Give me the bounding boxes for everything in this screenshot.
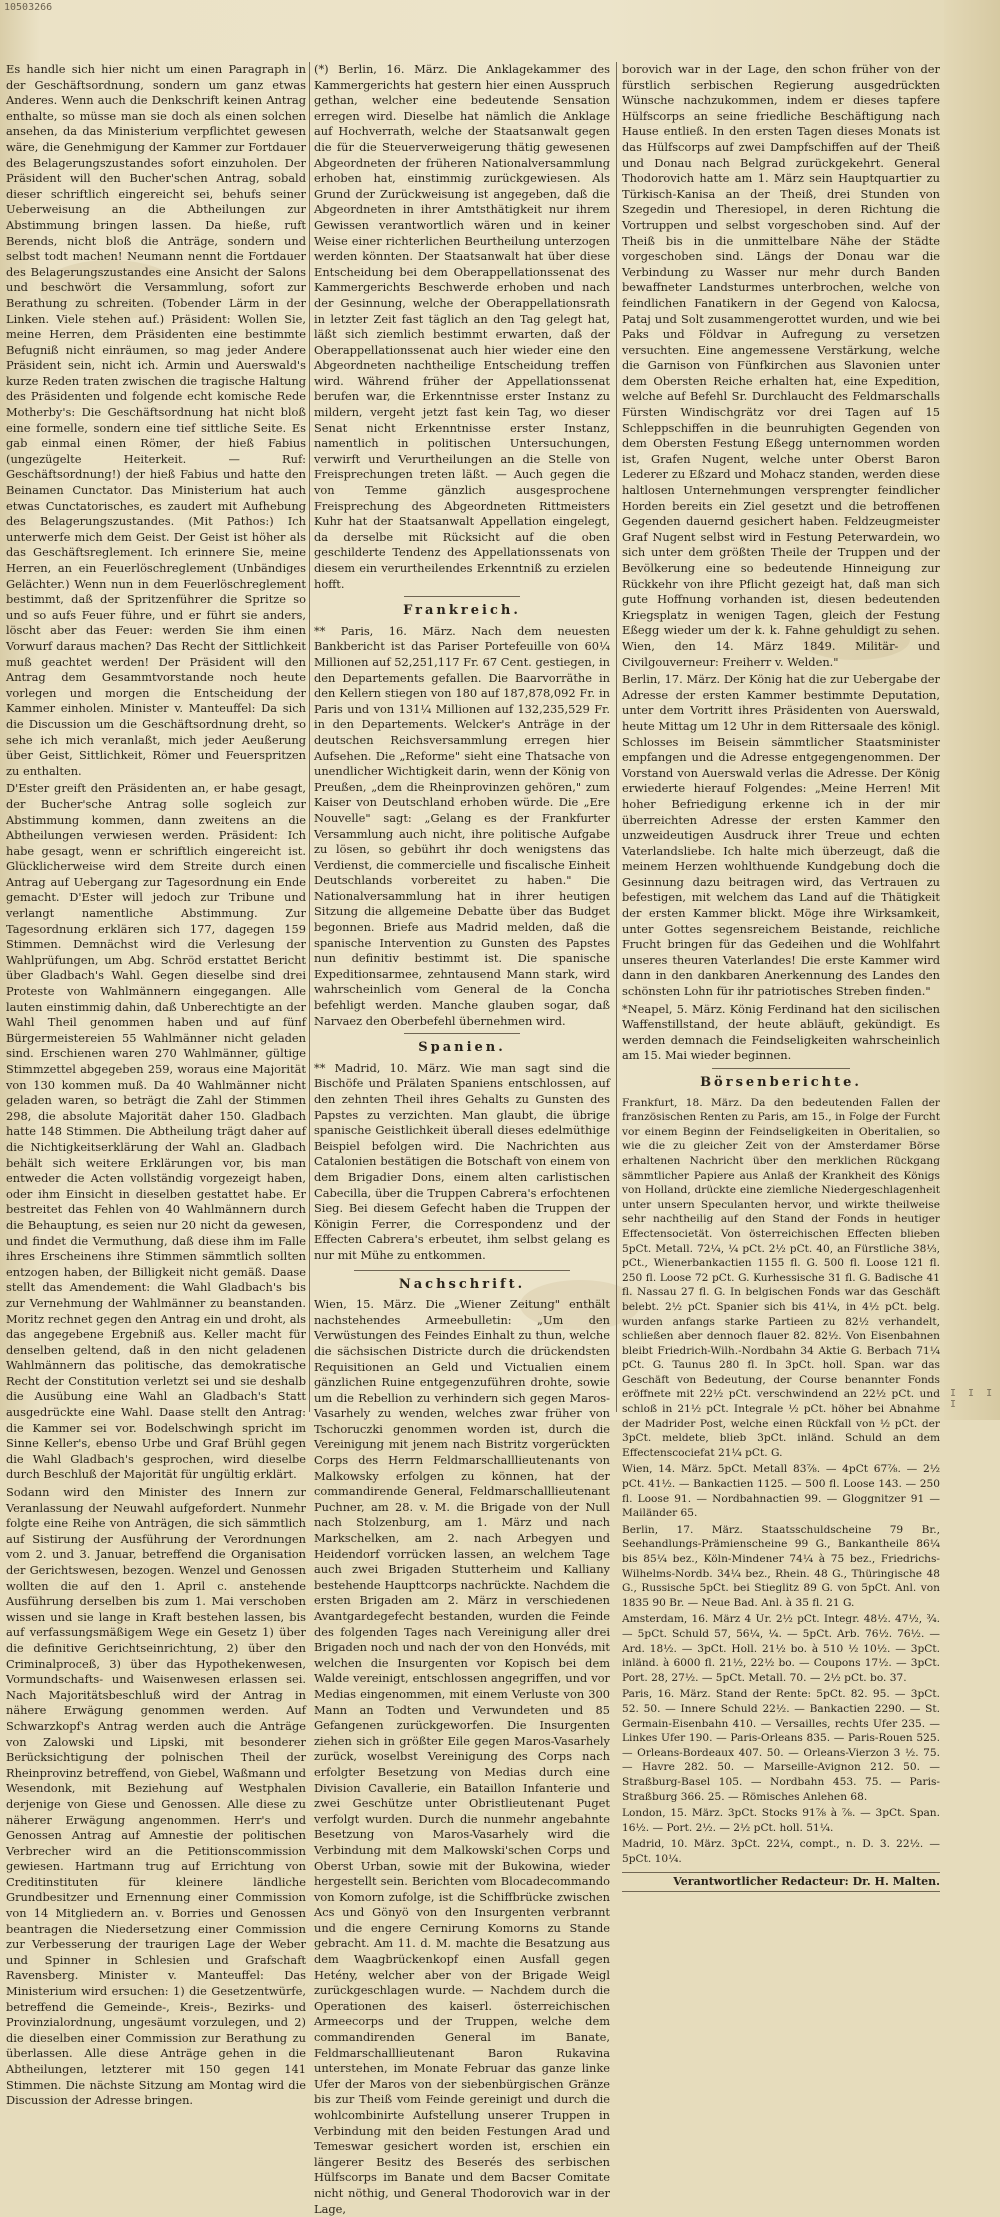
market-report: Amsterdam, 16. März 4 Ur. 2½ pCt. Integr. 48½. 47½, ¾. — 5pCt. Schuld 57, 56¼, ¼. — 5pCt. Arb. 76½. 76½. — Ard. 18½. — 3pCt. Holl. 21½ bo. à 510 ½ 10½. — 3pCt. inländ. à 6000 fl. 21½, 22½ bo. — Coupons 17½. — 3pCt. Port. 28, 27½. — 5pCt. Metall. 70. — 2½ pCt. bo. 37. — [622, 1613, 940, 1684]
article-paragraph: borovich war in der Lage, den schon früher von der fürstlich serbischen Regierung ausgedrückten Wünsche nachzukommen, indem er dieses tapfere Hülfscorps an seine friedliche Beschäftigung nach Hause entließ. In den ersten Tagen dieses Monats ist das Hülfscorps auf zwei Dampfschiffen auf der Theiß und Donau nach Belgrad zurückgekehrt. General Thodorovich hatte am 1. März sein Hauptquartier zu Türkisch-Kanisa an der Theiß, drei Stunden von Szegedin und Theresiopel, in deren Richtung die Vortruppen und selbst vorgeschoben sind. Auf der Theiß bis in die unmittelbare Nähe der Städte vorgeschoben sind. Längs der Donau war die Verbindung zu Wasser nur mehr durch Banden bewaffneter Landsturmes unterbrochen, welche von feindlichen Fanatikern in der Gegend von Kalocsa, Pataj und Solt zusammengerottet wurden, und wie bei Paks und Földvar in Aufregung zu versetzen versuchten. Eine angemessene Verstärkung, welche die Garnison von Fünfkirchen aus Slavonien unter dem Obersten Reiche erhalten hat, eine Expedition, welche auf Befehl Sr. Durchlaucht des Feldmarschalls Fürsten Windischgrätz vor drei Tagen auf 15 Schleppschiffen in die beunruhigten Gegenden von dem Obersten Festung Eßegg unternommen worden ist, Grafen Nugent, welche unter Oberst Baron Lederer zu Eßzard und Mohacz standen, werden diese haltlosen Unternehmungen versprengter feindlicher Horden bereits ein Ziel gesetzt und die betroffenen Gegenden dauernd gesichert haben. Feldzeugmeister Graf Nugent selbst wird in Festung Peterwardein, wo sich unter dem größten Theile der Truppen und der Bevölkerung eine so bedeutende Hinneigung zur Rückkehr von ihre Pflicht gezeigt hat, daß man sich gute Hoffnung vorhanden ist, diesen bedeutenden Kriegsplatz in wenigen Tagen, gleich der Festung Eßegg wieder um der k. k. Fahne gehuldigt zu sehen. Wien, den 14. März 1849. Militär- und Civilgouverneur: Freiherr v. Welden." — [622, 62, 940, 669]
article-paragraph: Berlin, 17. März. Der König hat die zur Uebergabe der Adresse der ersten Kammer bestimmte Deputation, unter dem Vortritt ihres Präsidenten von Auerswald, heute Mittag um 12 Uhr in dem Rittersaale des königl. Schlosses im Beisein sämmtlicher Staatsminister empfangen und die Adresse entgegengenommen. Der Vorstand von Auerswald verlas die Adresse. Der König erwiederte hierauf Folgendes: „Meine Herren! Mit hoher Befriedigung erkenne ich in der mir überreichten Adresse der ersten Kammer den unzweideutigen Ausdruck ihrer Treue und echten Vaterlandsliebe. Ich halte mich überzeugt, daß die meinem Herzen wohlthuende Kundgebung doch die Gesinnung dazu beitragen wird, das Vertrauen zu befestigen, mit welchem das Land auf die Thätigkeit der ersten Kammer blickt. Möge ihre Wirksamkeit, unter Gottes segensreichem Beistande, reichliche Frucht bringen für das Gedeihen und die Wohlfahrt unseres theuren Vaterlandes! Die erste Kammer wird dann in den dankbaren Anerkennung des Landes den schönsten Lohn für ihr patriotisches Streben finden." — [622, 672, 940, 999]
article-paragraph: *Neapel, 5. März. König Ferdinand hat den sicilischen Waffenstillstand, der heute abläuft, gekündigt. Es werden demnach die Feindseligkeiten wahrscheinlich am 15. Mai wieder beginnen. — [622, 1001, 940, 1063]
market-report: Madrid, 10. März. 3pCt. 22¼, compt., n. D. 3. 22½. — 5pCt. 10¼. — [622, 1838, 940, 1865]
page-edge — [944, 0, 1000, 1420]
article-paragraph: Es handle sich hier nicht um einen Paragraph in der Geschäftsordnung, sondern um ganz etwas Anderes. Wenn auch die Denkschrift keinen Antrag enthalte, so müsse man sie doch als einen solchen ansehen, da das Ministerium verpflichtet gewesen wäre, die Genehmigung der Kammer zur Fortdauer des Belagerungszustandes sofort einzuholen. Der Präsident will den Bucher'schen Antrag, sobald dieser schriftlich eingereicht sei, behufs seiner Ueberweisung an die Abtheilungen zur Abstimmung bringen lassen. Da hieße, ruft Berends, nicht bloß die Anträge, sondern und selbst todt machen! Neumann nennt die Fortdauer des Belagerungszustandes eine Ansicht der Salons und beschwört die Versammlung, sofort zur Berathung zu schreiten. (Tobender Lärm in der Linken. Viele stehen auf.) Präsident: Wollen Sie, meine Herren, dem Präsidenten eine bestimmte Befugniß nicht einräumen, so mag jeder Andere Präsident sein, nicht ich. Armin und Auerswald's kurze Reden traten zwischen die tragische Haltung des Präsidenten und folgende echt komische Rede Motherby's: Die Geschäftsordnung hat nicht bloß eine formelle, sondern eine tief sittliche Seite. Es gab einmal einen Römer, der hieß Fabius (ungezügelte Heiterkeit. — Ruf: Geschäftsordnung!) der hieß Fabius und hatte den Beinamen Cunctator. Das Ministerium hat auch etwas Cunctatorisches, es zaudert mit Aufhebung des Belagerungszustandes. (Mit Pathos:) Ich unterwerfe mich dem Geist. Der Geist ist höher als das Geschäftsreglement. Ich erinnere Sie, meine Herren, an ein Feuerlöschreglement (Unbändiges Gelächter.) Wenn nun in dem Feuerlöschreglement bestimmt, daß der Spritzenführer die Spritze so und so aufs Feuer führe, und er führt sie anders, löscht aber das Feuer: werden Sie ihm einen Vorwurf daraus machen? Das Recht der Sittlichkeit muß geachtet werden! Der Präsident will den Antrag dem Gesammtvorstande noch heute vorlegen und morgen die Entscheidung der Kammer einholen. Minister v. Manteuffel: Da sich die Discussion um die Geschäftsordnung dreht, so sehe ich mich veranlaßt, mich jeder Aeußerung über Geist, Sittlichkeit, Römer und Feuerspritzen zu enthalten. — [6, 62, 306, 778]
column-1 — [6, 62, 306, 2108]
section-heading-nachschrift: Nachschrift. — [398, 1276, 526, 1292]
article-paragraph: D'Ester greift den Präsidenten an, er habe gesagt, der Bucher'sche Antrag solle sogleich zur Abstimmung kommen, dann zweitens an die Abtheilungen verwiesen werden. Präsident: Ich habe gesagt, wenn er schriftlich eingereicht ist. Glücklicherweise wird dem Streite durch einen Antrag auf Uebergang zur Tagesordnung ein Ende gemacht. D'Ester will jedoch zur Tribune und verlangt namentliche Abstimmung. Zur Tagesordnung erklären sich 177, dagegen 159 Stimmen. Demnächst wird die Verlesung der Wahlprüfungen, um Abg. Schröd erstattet Bericht über Gladbach's Wahl. Gegen dieselbe sind drei Proteste von Wahlmännern eingegangen. Alle lauten einstimmig dahin, daß Unberechtigte an der Wahl Theil genommen haben und auf fünf Bürgermeistereien 55 Wahlmänner nicht geladen sind. Erschienen waren 270 Wahlmänner, gültige Stimmzettel abgegeben 259, woraus eine Majorität von 130 kommen muß. Da 40 Wahlmänner nicht geladen waren, so beträgt die Zahl der Stimmen 298, die absolute Majorität daher 150. Gladbach hatte 148 Stimmen. Die Abtheilung trägt daher auf die Nichtigkeitserklärung der Wahl an. Gladbach behält sich weitere Erklärungen vor, bis man entweder die Acten vollständig vorgezeigt haben, oder ihm Einsicht in dieselben gestattet habe. Er bestreitet das Fehlen von 40 Wahlmännern durch die Behauptung, es seien nur 20 nicht da gewesen, und findet die Vermuthung, daß diese ihm im Falle ihres Erscheinens ihre Stimmen sämmtlich sollten entzogen haben, der Billigkeit nicht gemäß. Daase stellt das Amendement: die Wahl Gladbach's bis zur Vernehmung der Wahlmänner zu beanstanden. Moritz rechnet gegen den Antrag ein und droht, als das angegebene Ergebniß aus. Keller macht für denselben geltend, daß in den nicht geladenen Wahlmännern das politische, das demokratische Recht der Constitution verletzt sei und sie deshalb die Ausübung eine Wahl an Gladbach's Statt ausgedrückte eine Wahl. Daase stellt den Antrag: die Kammer sei vor. Bodelschwingh spricht im Sinne Keller's, ebenso Urbe und Graf Brühl gegen die Wahl Gladbach's gesprochen, wird dieselbe durch Beschluß der Majorität für ungültig erklärt. — [6, 781, 306, 1482]
section-heading-boersenberichte: Börsenberichte. — [700, 1075, 862, 1090]
edge-mark: I I I I — [950, 1388, 996, 1410]
market-report: Berlin, 17. März. Staatsschuldscheine 79 Br., Seehandlungs-Prämienscheine 99 G., Bankantheile 86¼ bis 85¼ bez., Köln-Mindener 74¼ à 75 bez., Friedrichs-Wilhelms-Nordb. 34¼ bez., Rhein. 48 G., Thüringische 48 G., Russische 5pCt. bei Stieglitz 89 G. von 5pCt. Anl. von 1835 90 Br. — Neue Bad. Anl. à 35 fl. 21 G. — [622, 1523, 940, 1609]
column-2 — [314, 62, 610, 2216]
divider — [712, 1068, 850, 1069]
article-paragraph: Wien, 15. März. Die „Wiener Zeitung" enthält nachstehendes Armeebulletin: „Um den Verwüstungen des Feindes Einhalt zu thun, welche die sächsischen Districte durch die drückendsten Requisitionen an Geld und Victualien einem gänzlichen Ruine entgegenzuführen drohte, sowie um die Rebellion zu verhindern sich gegen Maros-Vasarhely zu wenden, welches zwar früher von Tschoruczki genommen worden ist, durch die Vereinigung mit jenem nach Bistritz vorgerückten Corps des Herrn Feldmarschalllieutenants von Malkowsky erfolgen zu können, hat der commandirende General, Feldmarschalllieutenant Puchner, am 28. v. M. die Brigade von der Null nach Stolzenburg, am 1. März und nach Markschelken, am 2. nach Arbegyen und Heidendorf vorrücken lassen, an welchem Tage auch zwei Brigaden Stutterheim und Kalliany bestehende Haupttcorps nachrückte. Nachdem die ersten Brigaden am 2. März in verschiedenen Avantgardegefecht bestanden, wurden die Feinde des folgenden Tages nach Vereinigung aller drei Brigaden noch und nach der von den Honvéds, mit welchen die Insurgenten vor Kopisch bei dem Walde vereinigt, entschlossen angegriffen, und vor Medias eingenommen, mit einem Verluste von 300 Mann an Todten und Verwundeten und 85 Gefangenen zurückgeworfen. Die Insurgenten ziehen sich in größter Eile gegen Maros-Vasarhely zurück, woselbst Vereinigung des Corps nach erfolgter Besetzung von Medias durch eine Division Cavallerie, ein Bataillon Infanterie und zwei Geschütze unter Obristlieutenant Puget verfolgt wurden. Durch die nunmehr angebahnte Besetzung von Maros-Vasarhely wird die Verbindung mit dem Malkowski'schen Corps und Oberst Urban, sowie mit der Bukowina, wieder hergestellt sein. Berichten vom Blocadecommando von Komorn zufolge, ist die Schiffbrücke zwischen Acs und Gönyö von den Insurgenten verbrannt und die engere Cernirung Komorns zu Stande gebracht. Am 11. d. M. machte die Besatzung aus dem Waagbrückenkopf einen Ausfall gegen Hetény, welcher aber von der Brigade Weigl zurückgeschlagen wurde. — Nachdem durch die Operationen des kaiserl. österreichischen Armeecorps und der Truppen, welche dem commandirenden General im Banate, Feldmarschalllieutenant Baron Rukavina unterstehen, im Monate Februar das ganze linke Ufer der Maros von der siebenbürgischen Gränze bis zur Theiß vom Feinde gereinigt und durch die wohlcombinirte Aufstellung unserer Truppen in Verbindung mit den beiden Festungen Arad und Temeswar gesichert worden ist, erschien ein längerer Besitz des Beserés des serbischen Hülfscorps im Banate und dem Bacser Comitate nicht nöthig, und General Thodorovich war in der Lage, — [314, 1297, 610, 2216]
section-heading-frankreich: Frankreich. — [403, 603, 521, 619]
market-report: Wien, 14. März. 5pCt. Metall 83⅞. — 4pCt 67⅞. — 2½ pCt. 41½. — Bankactien 1125. — 500 fl. Loose 143. — 250 fl. Loose 91. — Nordbahnactien 99. — Gloggnitzer 91 — Mailänder 65. — [622, 1463, 940, 1520]
column-rule — [309, 62, 310, 1412]
column-3 — [622, 62, 940, 1889]
article-paragraph: (*) Berlin, 16. März. Die Anklagekammer des Kammergerichts hat gestern hier einen Ausspruch gethan, welcher eine bedeutende Sensation erregen wird. Dieselbe hat nämlich die Anklage auf Hochverrath, welche der Staatsanwalt gegen die für die Steuerverweigerung thätig gewesenen Abgeordneten der früheren Nationalversammlung erhoben hat, einstimmig zurückgewiesen. Als Grund der Zurückweisung ist angegeben, daß die Abgeordneten in ihrer Amtsthätigkeit nur ihrem Gewissen verantwortlich wären und in keiner Weise einer richterlichen Beurtheilung unterzogen werden könnten. Der Staatsanwalt hat über diese Entscheidung bei dem Oberappellationssenat des Kammergerichts Beschwerde erhoben und nach der Gesinnung, welche der Oberappellationsrath in letzter Zeit fast täglich an den Tag gelegt hat, läßt sich ziemlich bestimmt erwarten, daß der Oberappellationssenat auch hier wieder eine den Abgeordneten nachtheilige Entscheidung treffen wird. Während früher der Appellationssenat berufen war, die Erkenntnisse erster Instanz zu mildern, vergeht jetzt fast kein Tag, wo dieser Senat nicht Erkenntnisse erster Instanz, namentlich in politischen Untersuchungen, verwirft und Verurtheilungen an die Stelle von Freisprechungen treten läßt. — Auch gegen die von Temme gänzlich ausgesprochene Freisprechung des Abgeordneten Rittmeisters Kuhr hat der Staatsanwalt Appellation eingelegt, da derselbe mit Rücksicht auf die oben geschilderte Tendenz des Appellationssenats von diesem ein verurtheilendes Erkenntniß zu erzielen hofft. — [314, 62, 610, 591]
divider — [404, 596, 520, 597]
divider — [404, 1033, 520, 1034]
editor-signature: Verantwortlicher Redacteur: Dr. H. Malten. — [622, 1872, 940, 1892]
section-heading-spanien: Spanien. — [418, 1040, 506, 1056]
market-report: Frankfurt, 18. März. Da den bedeutenden Fallen der französischen Renten zu Paris, am 15., in Folge der Furcht vor einem Beginn der Feindseligkeiten in Oberitalien, so wie die zu gleicher Zeit von der Amsterdamer Börse erhaltenen Nachricht über den merklichen Rückgang sämmtlicher Papiere aus Anlaß der Krankheit des Königs von Holland, drückte eine ziemliche Niedergeschlagenheit unter unsern Speculanten hervor, und wirkte theilweise sehr nachtheilig auf den Stand der Fonds in heutiger Effectensocietät. Von österreichischen Effecten blieben 5pCt. Metall. 72¼, ¼ pCt. 2½ pCt. 40, an Fürstliche 38⅓, pCt., Wienerbankactien 1155 fl. G. 500 fl. Loose 121 fl. 250 fl. Loose 72 pCt. G. Kurhessische 31 fl. G. Badische 41 fl. Nassau 27 fl. G. In belgischen Fonds war das Geschäft belebt. 2½ pCt. Spanier sich bis 41¼, in 4½ pCt. belg. wurden anfangs starke Partieen zu 82½ verhandelt, schließen aber dennoch flauer 82. 82½. Von Eisenbahnen bleibt Friedrich-Wilh.-Nordbahn 34 Aktie G. Berbach 71¼ pCt. G. Taunus 280 fl. In 3pCt. holl. Span. war das Geschäft von Bedeutung, der Course benannter Fonds eröffnete mit 22½ pCt. verschwindend an 22½ pCt. und schloß in 21½ pCt. Integrale ½ pCt. höher bei Abnahme der Madrider Post, welche einen Rückfall von ½ pCt. der 3pCt. meldete, blieb 3pCt. inländ. Schuld an dem Effectenscociefat 21¼ pCt. G. — [622, 1096, 940, 1459]
market-report: London, 15. März. 3pCt. Stocks 91⅞ à ⅞. — 3pCt. Span. 16½. — Port. 2½. — 2½ pCt. holl. 51¼. — [622, 1807, 940, 1834]
article-paragraph: ** Paris, 16. März. Nach dem neuesten Bankbericht ist das Pariser Portefeuille von 60¼ Millionen auf 52,251,117 Fr. 67 Cent. gestiegen, in den Departements gefallen. Die Baarvorräthe in den Kellern stiegen von 180 auf 187,878,092 Fr. in Paris und von 131¼ Millionen auf 132,235,529 Fr. in den Departements. Welcker's Anträge in der deutschen Reichsversammlung erregen hier Aufsehen. Die „Reforme" sieht eine Thatsache von unendlicher Wichtigkeit darin, wenn der König von Preußen, „dem die Rheinprovinzen gehören," zum Kaiser von Deutschland erhoben würde. Die „Ere Nouvelle" sagt: „Gelang es der Frankfurter Versammlung auch nicht, ihre politische Aufgabe zu lösen, so gebührt ihr doch wenigstens das Verdienst, die commercielle und fiscalische Einheit Deutschlands vorbereitet zu haben." Die Nationalversammlung hat in ihrer heutigen Sitzung die allgemeine Debatte über das Budget begonnen. Briefe aus Madrid melden, daß die spanische Intervention zu Gunsten des Papstes nun definitiv bestimmt ist. Die spanische Expeditionsarmee, zehntausend Mann stark, wird wahrscheinlich vom General de la Concha befehligt werden. Manche glauben sogar, daß Narvaez den Oberbefehl übernehmen wird. — [314, 623, 610, 1028]
article-paragraph: Sodann wird den Minister des Innern zur Veranlassung der Neuwahl aufgefordert. Nunmehr folgte eine Reihe von Anträgen, die sich sämmtlich auf Sistirung der Ausführung der Verordnungen vom 2. und 3. Januar, betreffend die Organisation der Gerichtswesen, bezogen. Wenzel und Genossen wollten die auf den 1. April c. anstehende Ausführung derselben bis zum 1. Mai verschoben wissen und sie lange in Kraft bestehen lassen, bis auf verfassungsmäßigem Wege ein Gesetz 1) über die definitive Gerichtseinrichtung, 2) über den Criminalproceß, 3) über das Hypothekenwesen, Vormundschafts- und Waisenwesen erlassen sei. Nach Majoritätsbeschluß wird der Antrag in nähere Erwägung genommen werden. Auf Schwarzkopf's Antrag werden auch die Anträge von Zalowski und Lipski, mit besonderer Berücksichtigung der polnischen Theil der Rheinprovinz betreffend, von Giebel, Waßmann und Wesendonk, mit Beziehung auf Westphalen derjenige von Giese und Genossen. Alle diese zu näherer Erwägung angenommen. Herr's und Genossen Antrag auf Amnestie der politischen Verbrecher wird an die Petitionscommission gewiesen. Hartmann trug auf Errichtung von Creditinstituten für kleinere ländliche Grundbesitzer und Ernennung einer Commission von 14 Mitgliedern an. v. Borries und Genossen beantragen die Niedersetzung einer Commission zur Verbesserung der traurigen Lage der Weber und Spinner in Schlesien und Grafschaft Ravensberg. Minister v. Manteuffel: Das Ministerium wird ersuchen: 1) die Gesetzentwürfe, betreffend die Gemeinde-, Kreis-, Bezirks- und Provinzialordnung, ungesäumt vorzulegen, und 2) die dieselben einer Commission zur Berathung zu überlassen. Alle diese Anträge gehen in die Abtheilungen, letzterer mit 150 gegen 141 Stimmen. Die nächste Sitzung am Montag wird die Discussion der Adresse bringen. — [6, 1485, 306, 2108]
divider — [354, 1270, 570, 1271]
market-report: Paris, 16. März. Stand der Rente: 5pCt. 82. 95. — 3pCt. 52. 50. — Innere Schuld 22½. — Bankactien 2290. — St. Germain-Eisenbahn 410. — Versailles, rechts Ufer 235. — Linkes Ufer 190. — Paris-Orleans 835. — Paris-Rouen 525. — Orleans-Bordeaux 407. 50. — Orleans-Vierzon 3 ½. 75. — Havre 282. 50. — Marseille-Avignon 212. 50. — Straßburg-Basel 105. — Nordbahn 453. 75. — Paris-Straßburg 366. 25. — Römisches Anlehen 68. — [622, 1688, 940, 1803]
article-paragraph: ** Madrid, 10. März. Wie man sagt sind die Bischöfe und Prälaten Spaniens entschlossen, auf den zehnten Theil ihres Gehalts zu Gunsten des Papstes zu verzichten. Man glaubt, die übrige spanische Geistlichkeit überall dieses edelmüthige Beispiel befolgen wird. Die Nachrichten aus Catalonien bestätigen die Botschaft von einem von dem Brigadier Dons, einem alten carlistischen Cabecilla, über die Truppen Cabrera's erfochtenen Sieg. Bei diesem Gefecht haben die Truppen der Königin Ferrer, die Correspondenz und der Effecten Cabrera's erbeutet, ihm selbst gelang es nur mit Mühe zu entkommen. — [314, 1060, 610, 1262]
column-rule — [616, 62, 617, 1412]
scan-id: 10503266 — [4, 2, 53, 13]
